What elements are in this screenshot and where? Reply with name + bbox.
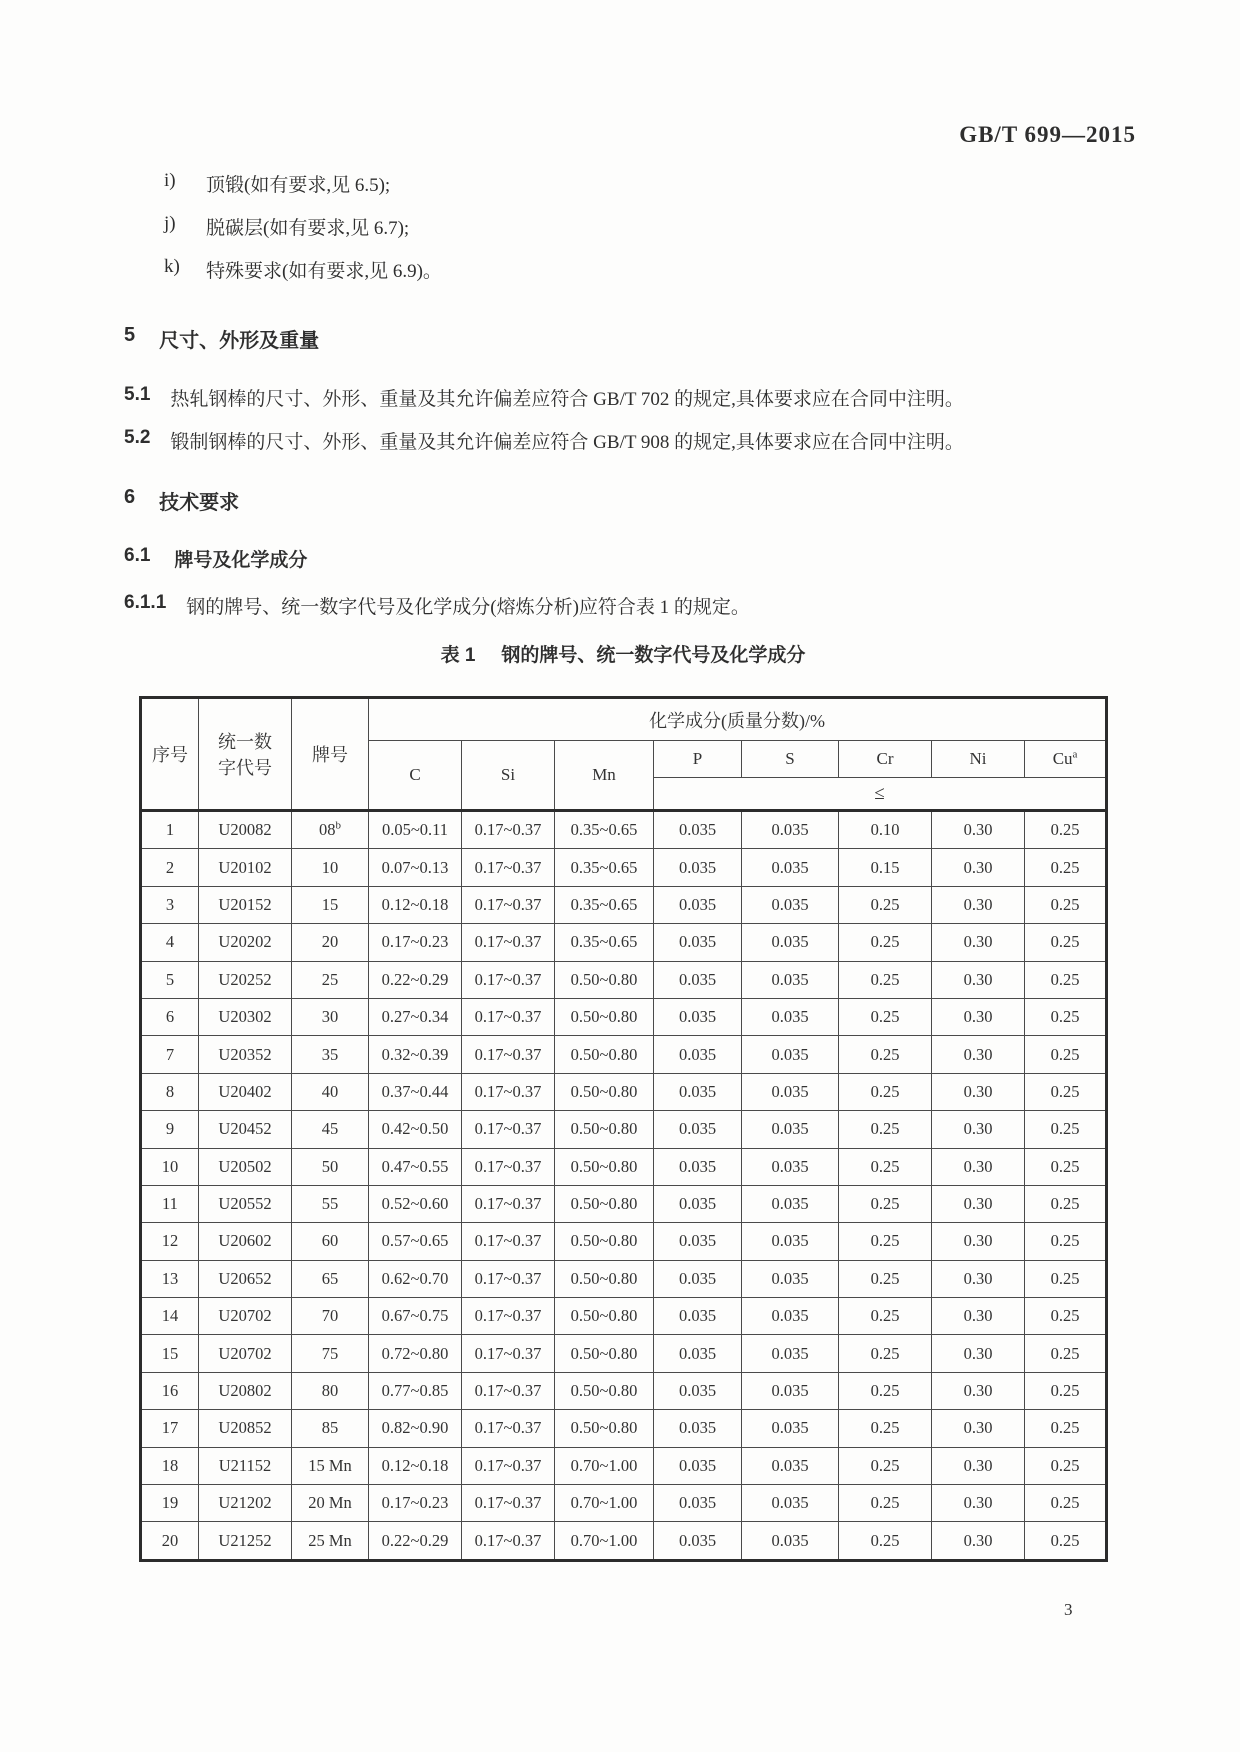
cell-code: U20252 [199,961,292,998]
cell-grade: 15 [292,886,369,923]
cell-si: 0.17~0.37 [462,1073,555,1110]
cell-p: 0.035 [654,1447,742,1484]
col-header-cr: Cr [839,741,932,778]
cell-c: 0.62~0.70 [369,1260,462,1297]
cell-cu: 0.25 [1025,1260,1107,1297]
cell-c: 0.22~0.29 [369,961,462,998]
cell-grade: 25 [292,961,369,998]
cell-mn: 0.50~0.80 [555,961,654,998]
cell-s: 0.035 [742,1260,839,1297]
cell-cr: 0.10 [839,811,932,849]
cell-code: U20502 [199,1148,292,1185]
cell-seq: 20 [141,1522,199,1560]
cell-seq: 16 [141,1372,199,1409]
cell-si: 0.17~0.37 [462,1485,555,1522]
cell-si: 0.17~0.37 [462,1410,555,1447]
cell-code: U20102 [199,849,292,886]
cell-seq: 17 [141,1410,199,1447]
cell-c: 0.27~0.34 [369,998,462,1035]
table-row [141,961,1107,998]
col-header-p: P [654,741,742,778]
cell-c: 0.72~0.80 [369,1335,462,1372]
table-row [141,998,1107,1035]
cell-si: 0.17~0.37 [462,1148,555,1185]
cell-si: 0.17~0.37 [462,1223,555,1260]
section-title: 技术要求 [159,492,240,514]
cell-mn: 0.50~0.80 [555,1335,654,1372]
cell-mn: 0.50~0.80 [555,1223,654,1260]
cell-mn: 0.35~0.65 [555,886,654,923]
cell-code: U20852 [199,1410,292,1447]
cell-cu: 0.25 [1025,961,1107,998]
cell-mn: 0.70~1.00 [555,1485,654,1522]
table-row [141,1522,1107,1560]
table-row [141,1111,1107,1148]
cell-p: 0.035 [654,924,742,961]
cell-si: 0.17~0.37 [462,1185,555,1222]
cell-ni: 0.30 [932,1111,1025,1148]
cell-cr: 0.25 [839,1485,932,1522]
cell-ni: 0.30 [932,1260,1025,1297]
cell-code: U20602 [199,1223,292,1260]
cell-p: 0.035 [654,1522,742,1560]
cell-cu: 0.25 [1025,1298,1107,1335]
cell-s: 0.035 [742,1298,839,1335]
cell-s: 0.035 [742,1223,839,1260]
cell-grade: 70 [292,1298,369,1335]
table-row [141,924,1107,961]
cell-si: 0.17~0.37 [462,1522,555,1560]
table-row [141,1410,1107,1447]
cell-s: 0.035 [742,961,839,998]
section-6-heading [124,486,239,515]
cell-cr: 0.25 [839,1298,932,1335]
cell-c: 0.52~0.60 [369,1185,462,1222]
col-header-code-line1: 统一数 [218,732,272,752]
cell-cr: 0.25 [839,1260,932,1297]
cell-mn: 0.50~0.80 [555,1410,654,1447]
cell-cu: 0.25 [1025,1485,1107,1522]
cell-c: 0.67~0.75 [369,1298,462,1335]
col-header-c: C [369,741,462,811]
cell-ni: 0.30 [932,924,1025,961]
cell-cr: 0.25 [839,961,932,998]
cell-seq: 3 [141,886,199,923]
table-row [141,1298,1107,1335]
cell-si: 0.17~0.37 [462,1260,555,1297]
cell-grade: 30 [292,998,369,1035]
cell-code: U20702 [199,1335,292,1372]
cell-code: U20452 [199,1111,292,1148]
cell-ni: 0.30 [932,811,1025,849]
cell-s: 0.035 [742,1522,839,1560]
clause-number: 5.1 [124,384,151,405]
cell-cu: 0.25 [1025,1036,1107,1073]
cell-cu: 0.25 [1025,1148,1107,1185]
cell-p: 0.035 [654,961,742,998]
cell-ni: 0.30 [932,1335,1025,1372]
cell-p: 0.035 [654,1223,742,1260]
table-caption [139,640,1107,667]
cell-code: U21202 [199,1485,292,1522]
cell-cu: 0.25 [1025,1410,1107,1447]
clause-6-1-1 [124,592,1124,619]
table-row [141,1036,1107,1073]
cell-c: 0.05~0.11 [369,811,462,849]
table-body [141,811,1107,1561]
table-caption-text: 钢的牌号、统一数字代号及化学成分 [501,645,806,666]
cell-ni: 0.30 [932,849,1025,886]
cell-code: U20082 [199,811,292,849]
cell-cr: 0.25 [839,1522,932,1560]
cell-cr: 0.25 [839,1111,932,1148]
cell-ni: 0.30 [932,1372,1025,1409]
cell-grade: 85 [292,1410,369,1447]
cell-code: U20352 [199,1036,292,1073]
col-header-code [199,698,292,811]
col-header-cu [1025,741,1107,778]
cell-mn: 0.70~1.00 [555,1522,654,1560]
cell-s: 0.035 [742,1372,839,1409]
cell-code: U21252 [199,1522,292,1560]
cell-cr: 0.25 [839,1447,932,1484]
cell-si: 0.17~0.37 [462,1036,555,1073]
cell-cr: 0.25 [839,1223,932,1260]
cell-si: 0.17~0.37 [462,811,555,849]
cell-s: 0.035 [742,1148,839,1185]
cell-code: U21152 [199,1447,292,1484]
page-number: 3 [1064,1600,1073,1619]
cell-c: 0.17~0.23 [369,1485,462,1522]
cell-seq: 15 [141,1335,199,1372]
cell-c: 0.42~0.50 [369,1111,462,1148]
clause-text: 热轧钢棒的尺寸、外形、重量及其允许偏差应符合 GB/T 702 的规定,具体要求应在合同中注明。 [170,389,964,410]
cell-cr: 0.25 [839,1073,932,1110]
cell-seq: 4 [141,924,199,961]
section-title: 尺寸、外形及重量 [159,330,320,352]
cell-si: 0.17~0.37 [462,961,555,998]
table-row [141,1372,1107,1409]
cell-mn: 0.50~0.80 [555,998,654,1035]
clause-5-1 [124,384,1124,411]
cell-cu: 0.25 [1025,924,1107,961]
cell-code: U20402 [199,1073,292,1110]
cell-ni: 0.30 [932,1185,1025,1222]
table-caption-label: 表 1 [440,645,476,666]
cell-cu: 0.25 [1025,1372,1107,1409]
cell-cr: 0.25 [839,1372,932,1409]
cell-p: 0.035 [654,1073,742,1110]
cell-s: 0.035 [742,886,839,923]
cell-cr: 0.25 [839,924,932,961]
section-number: 6 [124,486,136,508]
cell-ni: 0.30 [932,1298,1025,1335]
table-row [141,886,1107,923]
cu-footnote-mark: a [1072,748,1078,761]
cell-p: 0.035 [654,1335,742,1372]
cell-si: 0.17~0.37 [462,849,555,886]
cell-seq: 5 [141,961,199,998]
cell-c: 0.22~0.29 [369,1522,462,1560]
cell-mn: 0.50~0.80 [555,1111,654,1148]
cell-p: 0.035 [654,1260,742,1297]
cell-s: 0.035 [742,1036,839,1073]
col-header-grade: 牌号 [292,698,369,811]
cell-c: 0.32~0.39 [369,1036,462,1073]
cell-p: 0.035 [654,1185,742,1222]
cell-si: 0.17~0.37 [462,886,555,923]
cell-cu: 0.25 [1025,1185,1107,1222]
cell-cr: 0.25 [839,998,932,1035]
cell-p: 0.035 [654,811,742,849]
cell-ni: 0.30 [932,1410,1025,1447]
cell-c: 0.82~0.90 [369,1410,462,1447]
cell-ni: 0.30 [932,1447,1025,1484]
cell-ni: 0.30 [932,1485,1025,1522]
cell-cu: 0.25 [1025,1223,1107,1260]
cell-code: U20802 [199,1372,292,1409]
cell-mn: 0.50~0.80 [555,1073,654,1110]
cell-seq: 9 [141,1111,199,1148]
cell-mn: 0.35~0.65 [555,811,654,849]
cell-code: U20652 [199,1260,292,1297]
cell-c: 0.57~0.65 [369,1223,462,1260]
cell-seq: 8 [141,1073,199,1110]
section-number: 6.1 [124,545,151,566]
cell-s: 0.035 [742,998,839,1035]
cell-s: 0.035 [742,1410,839,1447]
cell-seq: 2 [141,849,199,886]
cell-mn: 0.50~0.80 [555,1298,654,1335]
cell-seq: 6 [141,998,199,1035]
section-6-1-heading [124,545,307,572]
cell-seq: 13 [141,1260,199,1297]
table-row [141,811,1107,849]
cell-ni: 0.30 [932,998,1025,1035]
clause-text: 锻制钢棒的尺寸、外形、重量及其允许偏差应符合 GB/T 908 的规定,具体要求应在合同中注明。 [170,432,964,453]
cell-seq: 1 [141,811,199,849]
cell-si: 0.17~0.37 [462,998,555,1035]
cell-cr: 0.25 [839,1410,932,1447]
cell-grade: 20 Mn [292,1485,369,1522]
table-row [141,1223,1107,1260]
cell-ni: 0.30 [932,886,1025,923]
cell-s: 0.035 [742,811,839,849]
cell-c: 0.07~0.13 [369,849,462,886]
cell-code: U20552 [199,1185,292,1222]
cell-ni: 0.30 [932,1223,1025,1260]
cell-grade: 60 [292,1223,369,1260]
chemical-composition-table [139,696,1108,1562]
cell-cu: 0.25 [1025,886,1107,923]
cell-mn: 0.70~1.00 [555,1447,654,1484]
clause-number: 5.2 [124,427,151,448]
cell-grade: 45 [292,1111,369,1148]
cell-cu: 0.25 [1025,849,1107,886]
cell-code: U20702 [199,1298,292,1335]
table-row [141,1185,1107,1222]
cell-s: 0.035 [742,849,839,886]
cell-s: 0.035 [742,1111,839,1148]
cell-si: 0.17~0.37 [462,1298,555,1335]
cell-p: 0.035 [654,1410,742,1447]
cell-mn: 0.50~0.80 [555,1372,654,1409]
cell-p: 0.035 [654,1298,742,1335]
cell-si: 0.17~0.37 [462,1335,555,1372]
cell-seq: 7 [141,1036,199,1073]
section-5-heading [124,324,319,353]
cell-p: 0.035 [654,1372,742,1409]
section-title: 牌号及化学成分 [174,550,308,571]
table-row [141,1148,1107,1185]
cell-mn: 0.50~0.80 [555,1185,654,1222]
col-header-s: S [742,741,839,778]
col-header-mn: Mn [555,741,654,811]
cell-grade: 08$^b$ [292,811,369,849]
cell-ni: 0.30 [932,1073,1025,1110]
cell-s: 0.035 [742,1073,839,1110]
cell-c: 0.77~0.85 [369,1372,462,1409]
cell-cu: 0.25 [1025,1447,1107,1484]
cell-cu: 0.25 [1025,1073,1107,1110]
cell-cr: 0.25 [839,1335,932,1372]
col-header-ni: Ni [932,741,1025,778]
cell-seq: 14 [141,1298,199,1335]
max-limit-symbol: ≤ [654,778,1107,811]
cell-mn: 0.35~0.65 [555,924,654,961]
table-row [141,1335,1107,1372]
cell-mn: 0.35~0.65 [555,849,654,886]
cell-grade: 40 [292,1073,369,1110]
cell-si: 0.17~0.37 [462,1111,555,1148]
cell-mn: 0.50~0.80 [555,1036,654,1073]
cell-grade: 50 [292,1148,369,1185]
cell-ni: 0.30 [932,1148,1025,1185]
cell-seq: 11 [141,1185,199,1222]
clause-label: i) [164,170,176,191]
cell-ni: 0.30 [932,1522,1025,1560]
cell-c: 0.12~0.18 [369,1447,462,1484]
clause-number: 6.1.1 [124,592,167,613]
cell-ni: 0.30 [932,961,1025,998]
table-row [141,1485,1107,1522]
cell-seq: 10 [141,1148,199,1185]
cell-s: 0.035 [742,1185,839,1222]
standard-code: GB/T 699—2015 [959,122,1136,147]
cell-cu: 0.25 [1025,1111,1107,1148]
clause-item-k [164,256,442,299]
col-header-si: Si [462,741,555,811]
cell-cr: 0.25 [839,1036,932,1073]
col-header-chemistry: 化学成分(质量分数)/% [369,698,1107,741]
cell-code: U20302 [199,998,292,1035]
cell-s: 0.035 [742,924,839,961]
clause-text: 脱碳层(如有要求,见 6.7); [206,218,410,239]
clause-text: 钢的牌号、统一数字代号及化学成分(熔炼分析)应符合表 1 的规定。 [186,597,750,618]
cell-cu: 0.25 [1025,998,1107,1035]
clause-label: k) [164,256,180,277]
cell-cr: 0.25 [839,1185,932,1222]
cell-grade: 65 [292,1260,369,1297]
cell-seq: 19 [141,1485,199,1522]
cell-ni: 0.30 [932,1036,1025,1073]
cell-p: 0.035 [654,998,742,1035]
cell-grade: 10 [292,849,369,886]
clause-5-2 [124,427,1124,454]
clause-item-j [164,213,442,256]
clause-item-i [164,170,442,213]
cell-si: 0.17~0.37 [462,924,555,961]
cell-cr: 0.25 [839,886,932,923]
cell-mn: 0.50~0.80 [555,1260,654,1297]
cell-code: U20152 [199,886,292,923]
cell-cu: 0.25 [1025,1522,1107,1560]
cell-grade: 25 Mn [292,1522,369,1560]
cell-si: 0.17~0.37 [462,1447,555,1484]
cell-c: 0.37~0.44 [369,1073,462,1110]
cell-p: 0.035 [654,1485,742,1522]
cell-c: 0.17~0.23 [369,924,462,961]
clause-text: 顶锻(如有要求,见 6.5); [206,175,391,196]
cell-s: 0.035 [742,1447,839,1484]
table-row [141,849,1107,886]
cell-si: 0.17~0.37 [462,1372,555,1409]
cell-p: 0.035 [654,886,742,923]
cell-mn: 0.50~0.80 [555,1148,654,1185]
cell-code: U20202 [199,924,292,961]
cell-s: 0.035 [742,1335,839,1372]
cell-cu: 0.25 [1025,811,1107,849]
cell-p: 0.035 [654,1036,742,1073]
cell-grade: 15 Mn [292,1447,369,1484]
cell-p: 0.035 [654,1148,742,1185]
cell-c: 0.12~0.18 [369,886,462,923]
cell-grade: 35 [292,1036,369,1073]
clause-list [164,170,442,299]
cell-cu: 0.25 [1025,1335,1107,1372]
table-row [141,1260,1107,1297]
clause-text: 特殊要求(如有要求,见 6.9)。 [206,261,442,282]
cell-grade: 20 [292,924,369,961]
col-header-code-line2: 字代号 [218,758,272,778]
table-row [141,1447,1107,1484]
cell-grade: 75 [292,1335,369,1372]
cu-symbol: Cu [1052,749,1073,768]
cell-grade: 80 [292,1372,369,1409]
cell-seq: 18 [141,1447,199,1484]
cell-c: 0.47~0.55 [369,1148,462,1185]
footnote-mark: b [335,819,341,832]
clause-label: j) [164,213,176,234]
cell-cr: 0.25 [839,1148,932,1185]
cell-seq: 12 [141,1223,199,1260]
cell-grade: 55 [292,1185,369,1222]
table-row [141,1073,1107,1110]
cell-p: 0.035 [654,1111,742,1148]
col-header-seq: 序号 [141,698,199,811]
cell-cr: 0.15 [839,849,932,886]
cell-p: 0.035 [654,849,742,886]
cell-s: 0.035 [742,1485,839,1522]
section-number: 5 [124,324,136,346]
